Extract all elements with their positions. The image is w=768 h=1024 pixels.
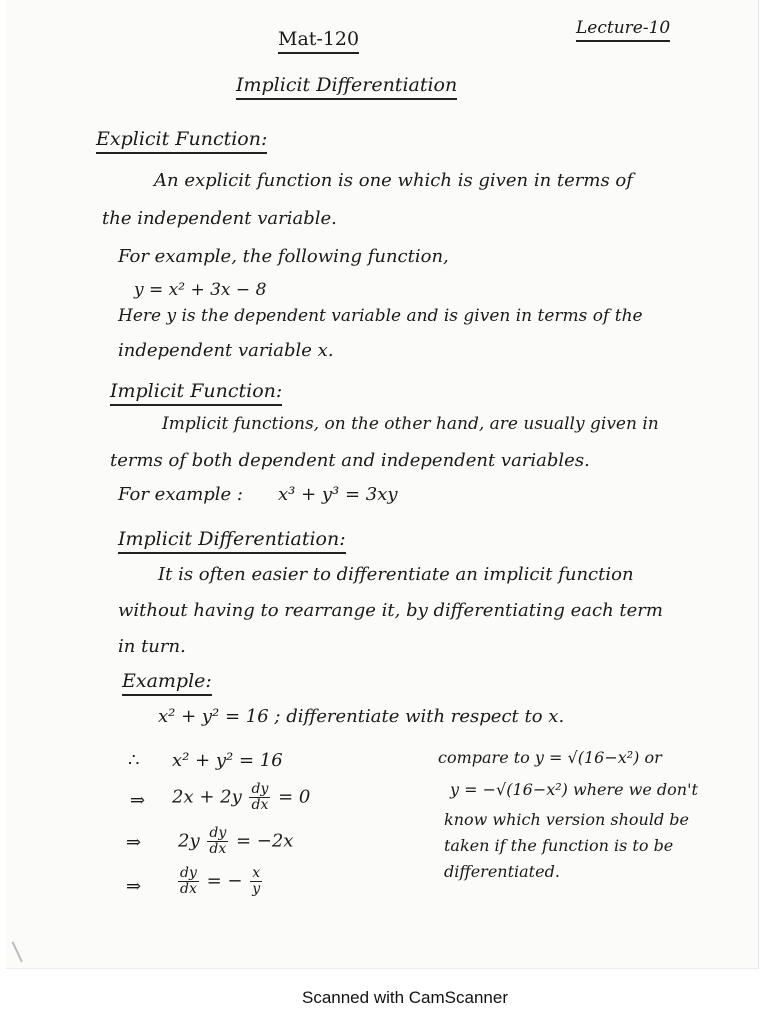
step-4-result	[250, 866, 262, 897]
step-3-denominator: dx	[209, 841, 227, 857]
explicit-equation: y = x² + 3x − 8	[134, 280, 267, 300]
step-4-derivative	[178, 866, 199, 897]
note-line-5: differentiated.	[444, 862, 560, 881]
implies-symbol-3: ⇒	[126, 876, 142, 897]
note-line-4: taken if the function is to be	[444, 836, 674, 855]
step-3-right: = −2x	[235, 830, 294, 852]
step-2-numerator: dy	[251, 781, 269, 797]
step-2-left: 2x + 2y	[172, 786, 242, 808]
course-code: Mat-120	[278, 28, 359, 54]
step-4-equation	[176, 866, 264, 897]
implicit-example-label: For example :	[118, 484, 243, 505]
step-3-equation	[178, 826, 293, 857]
step-4-numerator: dy	[180, 865, 197, 881]
step-2-equation	[172, 782, 310, 813]
step-1-equation: x² + y² = 16	[172, 750, 283, 771]
page-edge-mark	[12, 940, 27, 962]
explicit-line-4: Here y is the dependent variable and is given in terms of the	[118, 306, 643, 326]
implicit-function-line-2: terms of both dependent and independent variables.	[110, 450, 590, 471]
implicit-diff-line-3: in turn.	[118, 636, 186, 657]
therefore-symbol: ∴	[128, 750, 140, 771]
example-heading: Example:	[122, 670, 212, 696]
lecture-number: Lecture-10	[576, 18, 670, 42]
explicit-line-5: independent variable x.	[118, 340, 334, 361]
explicit-line-2: the independent variable.	[102, 208, 337, 229]
explicit-line-3: For example, the following function,	[118, 246, 449, 267]
implicit-diff-line-1: It is often easier to differentiate an implicit function	[158, 564, 634, 585]
notebook-page	[6, 0, 759, 969]
step-2-right: = 0	[278, 786, 311, 808]
step-4-equals: = −	[206, 870, 243, 892]
section-heading-explicit: Explicit Function:	[96, 128, 267, 154]
step-3-numerator: dy	[209, 825, 227, 841]
implicit-example-equation: x³ + y³ = 3xy	[278, 484, 398, 505]
page-title: Implicit Differentiation	[236, 74, 457, 100]
example-statement: x² + y² = 16 ; differentiate with respect to x.	[158, 706, 565, 727]
scanner-watermark: Scanned with CamScanner	[301, 988, 508, 1007]
step-3-left: 2y	[178, 830, 200, 852]
explicit-line-1: An explicit function is one which is given in terms of	[154, 170, 633, 191]
note-line-2: y = −√(16−x²) where we don't	[450, 780, 698, 799]
section-heading-implicit-differentiation: Implicit Differentiation:	[118, 528, 346, 554]
step-4-result-numerator: x	[252, 865, 261, 881]
note-line-3: know which version should be	[444, 810, 689, 829]
note-line-1: compare to y = √(16−x²) or	[438, 748, 662, 767]
implies-symbol-1: ⇒	[130, 790, 146, 811]
step-2-derivative	[249, 782, 270, 813]
implicit-function-line-1: Implicit functions, on the other hand, are usually given in	[162, 414, 659, 434]
section-heading-implicit-function: Implicit Function:	[110, 380, 282, 406]
implies-symbol-2: ⇒	[126, 832, 142, 853]
implicit-diff-line-2: without having to rearrange it, by differentiating each term	[118, 600, 663, 621]
step-4-result-denominator: y	[252, 881, 261, 897]
step-4-denominator: dx	[180, 881, 197, 897]
step-2-denominator: dx	[251, 797, 269, 813]
step-3-derivative	[207, 826, 228, 857]
